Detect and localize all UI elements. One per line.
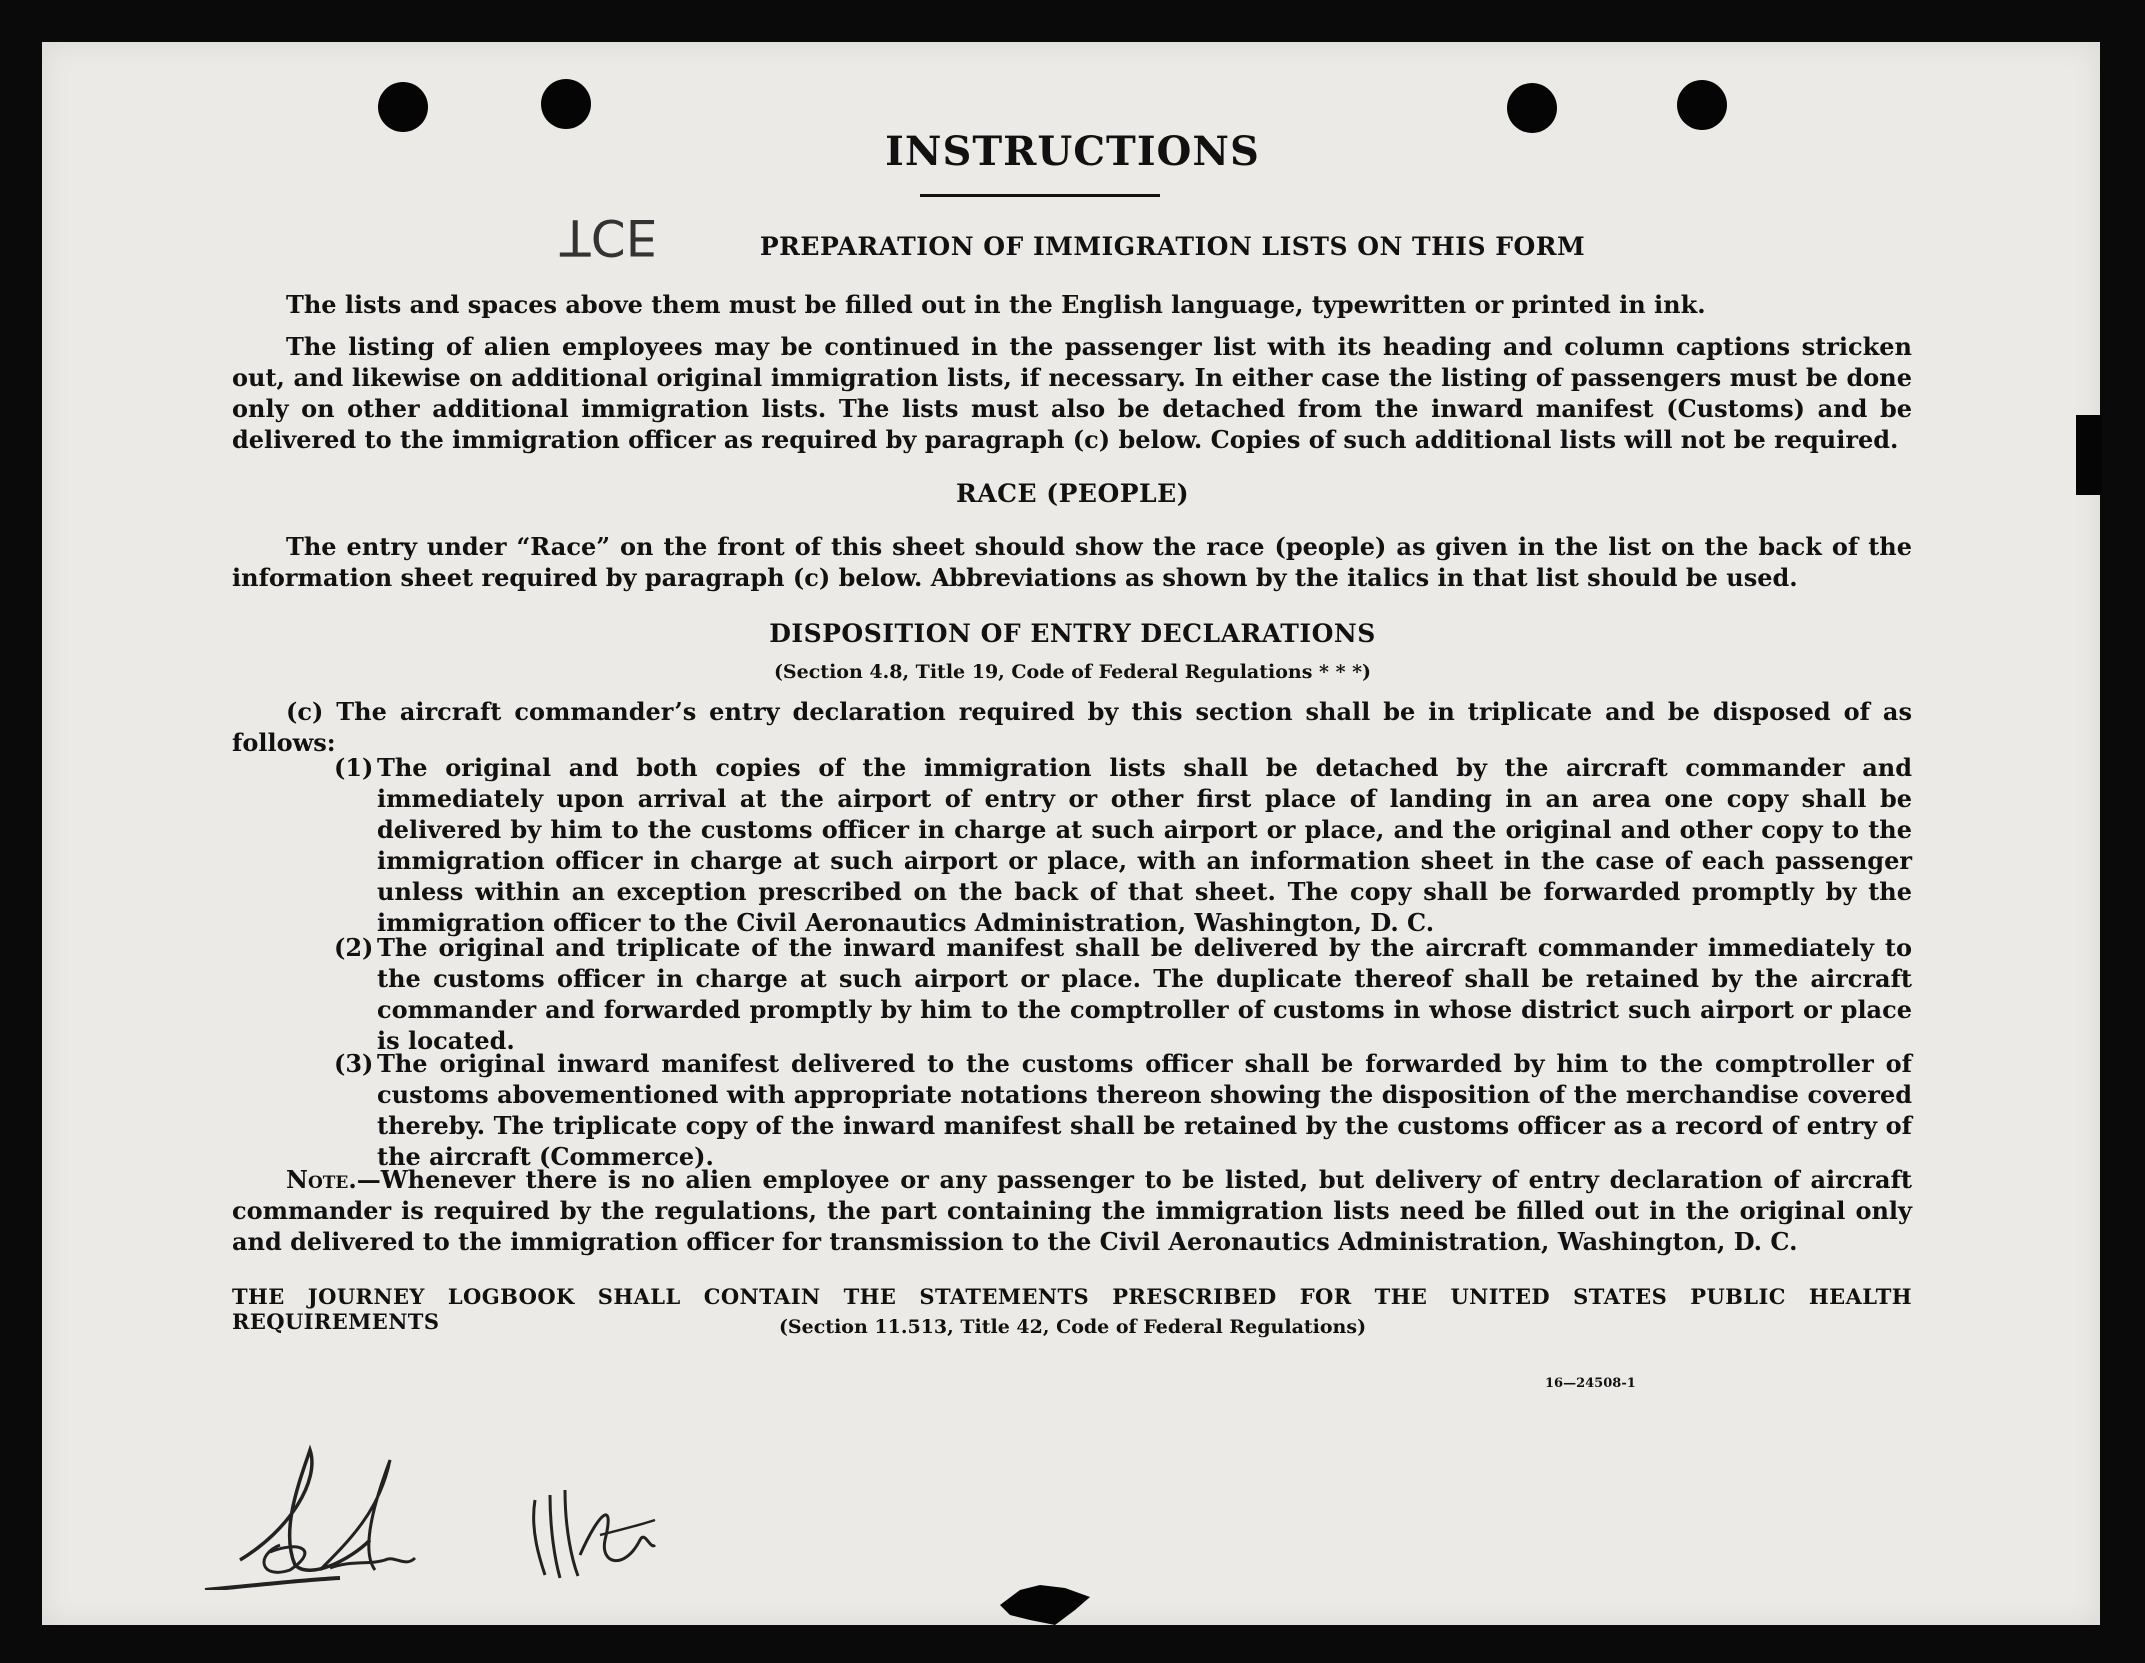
note-label: Note. [286,1165,357,1194]
disposition-heading: DISPOSITION OF ENTRY DECLARATIONS [769,619,1376,648]
item-number: (2) [334,933,374,962]
page-title: INSTRUCTIONS [885,128,1260,175]
health-citation: (Section 11.513, Title 42, Code of Federal Regulations) [778,1316,1367,1338]
note-paragraph [232,1164,1912,1257]
disposition-intro: (c) The aircraft commander’s entry declaration required by this section shall be in triplicate and be disposed of as follows: [232,697,1912,757]
title-underline [920,194,1160,197]
preparation-paragraph-2: The listing of alien employees may be continued in the passenger list with its heading and column captions stricken out, and likewise on additional original immigration lists, if necessary. In either case the listing of passengers must be done only on other additional immigration lists. The lists must also be detached from the inward manifest (Customs) and be delivered to the immigration officer as required by paragraph (c) below. Copies of such additional lists will not be required. [232,332,1912,454]
item-text: The original and triplicate of the inward manifest shall be delivered by the aircraft commander immediately to the customs officer in charge at such airport or place. The duplicate thereof shall be retained by the aircraft commander and forwarded promptly by him to the comptroller of customs in whose district such airport or place is located. [377,933,1912,1055]
disposition-item-3 [334,1048,1912,1172]
handwritten-annotation: ƎƆT [560,208,658,266]
form-number: 16—24508-1 [1545,1376,1636,1391]
preparation-heading: PREPARATION OF IMMIGRATION LISTS ON THIS FORM [759,232,1586,261]
item-text: The original inward manifest delivered to the customs officer shall be forwarded by him to the comptroller of customs abovementioned with appropriate notations thereon showing the disposition of the merchandise covered thereby. The triplicate copy of the inward manifest shall be retained by the customs officer as a record of entry of the aircraft (Commerce). [377,1049,1912,1171]
handwritten-signature [200,1440,660,1590]
item-text: The original and both copies of the immigration lists shall be detached by the aircraft commander and immediately upon arrival at the airport of entry or other first place of landing in an area one copy shall be delivered by him to the customs officer in charge at such airport or place, and the original and other copy to the immigration officer in charge at such airport or place, with an information sheet in the case of each passenger unless within an exception prescribed on the back of that sheet. The copy shall be forwarded promptly by the immigration officer to the Civil Aeronautics Administration, Washington, D. C. [377,753,1912,937]
preparation-paragraph-1: The lists and spaces above them must be filled out in the English language, typewritten or printed in ink. [286,290,1706,319]
item-number: (1) [334,753,374,782]
disposition-item-2 [334,932,1912,1056]
ink-blot [1000,1585,1090,1625]
note-text: —Whenever there is no alien employee or any passenger to be listed, but delivery of entry declaration of aircraft commander is required by the regulations, the part containing the immigration lists need be filled out in the original only and delivered to the immigration officer for transmission to the Civil Aeronautics Administration, Washington, D. C. [232,1165,1912,1256]
punch-hole [378,82,428,132]
race-heading: RACE (PEOPLE) [955,479,1190,508]
race-paragraph: The entry under “Race” on the front of this sheet should show the race (people) as given in the list on the back of the information sheet required by paragraph (c) below. Abbreviations as shown by the italics in that list should be used. [232,532,1912,592]
punch-hole [1677,80,1727,130]
health-requirements-heading: THE JOURNEY LOGBOOK SHALL CONTAIN THE STATEMENTS PRESCRIBED FOR THE UNITED STATES PUBLIC HEALTH REQUIREMENTS [232,1284,1912,1334]
punch-hole [1507,83,1557,133]
punch-hole [541,79,591,129]
disposition-item-1 [334,752,1912,938]
disposition-citation: (Section 4.8, Title 19, Code of Federal Regulations * * *) [773,661,1372,683]
item-number: (3) [334,1049,374,1078]
